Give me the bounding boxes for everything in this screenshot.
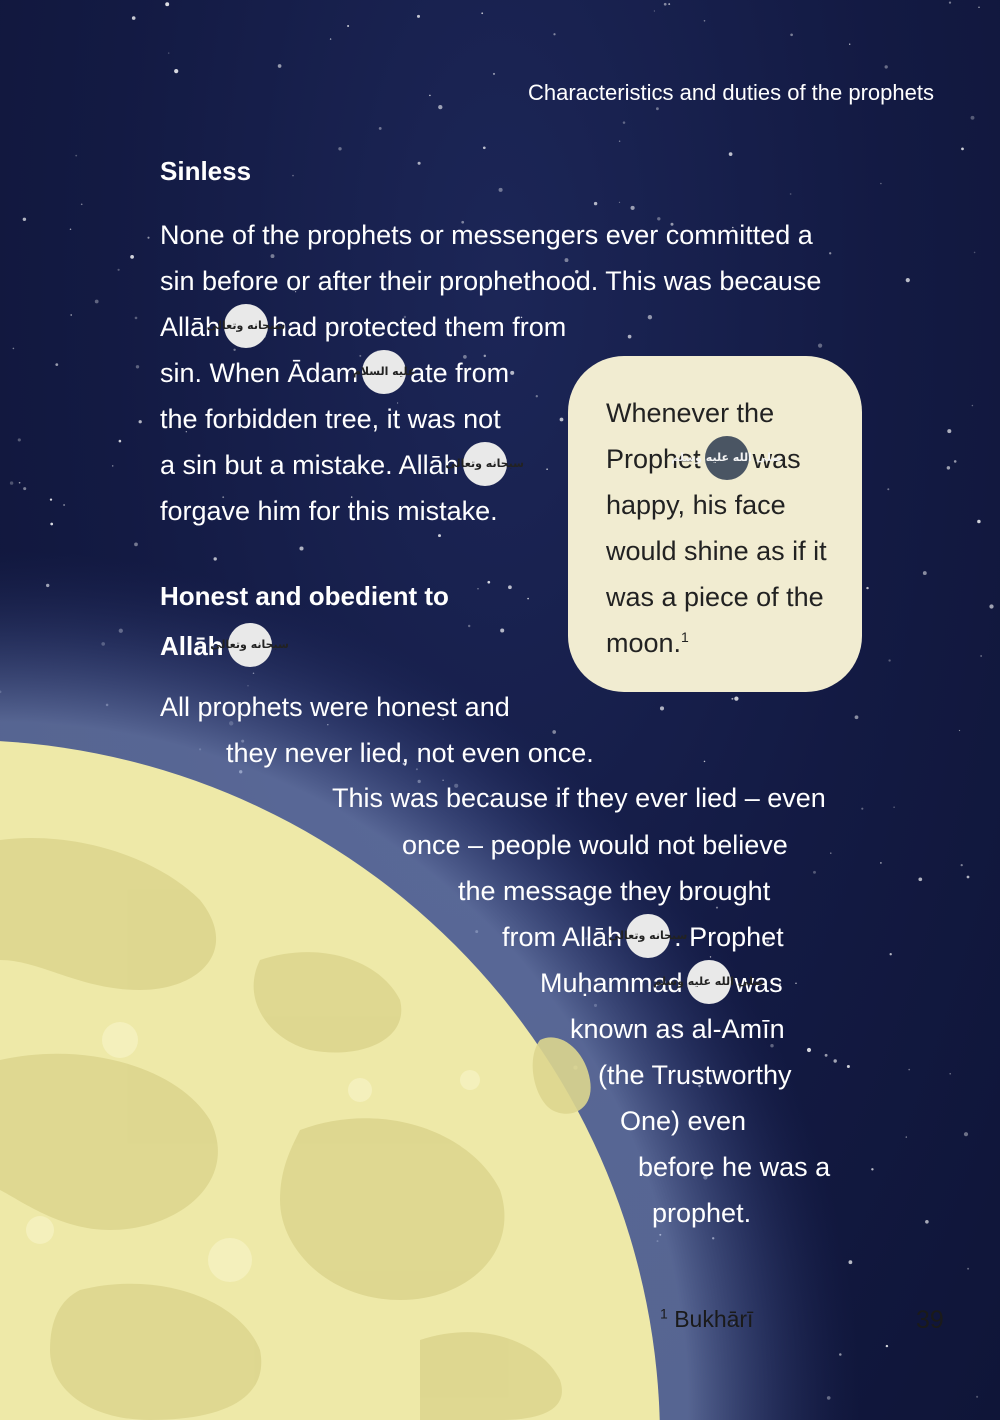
body-line: forgave him for this mistake.: [160, 496, 498, 526]
body-line: prophet.: [652, 1198, 752, 1228]
honorific-prophet-icon: صلى الله عليه وسلم: [687, 960, 731, 1004]
body-line: the message they brought: [458, 876, 771, 906]
body-line: One) even: [620, 1106, 747, 1136]
section-heading-sinless: Sinless: [160, 156, 252, 186]
body-line: the forbidden tree, it was not: [160, 404, 501, 434]
body-line: All prophets were honest and: [160, 692, 510, 722]
body-line: from Allāhسبحانه وتعالى. Prophet: [502, 914, 784, 961]
footnote: $^1$ Bukhārī: [660, 1305, 754, 1332]
running-title: Characteristics and duties of the prophets: [527, 80, 934, 105]
honorific-allah-icon: سبحانه وتعالى: [224, 304, 268, 348]
callout-line: happy, his face: [606, 490, 786, 520]
body-line: None of the prophets or messengers ever committed a: [160, 220, 813, 250]
honorific-allah-icon: سبحانه وتعالى: [228, 623, 272, 667]
body-line: sin. When Ādamعليه السلامate from: [160, 350, 509, 397]
callout-line: would shine as if it: [606, 536, 827, 566]
footnote-reference: 1: [681, 629, 689, 645]
page-number: 39: [916, 1306, 944, 1334]
callout-line: Prophetصلى الله عليه وسلمwas: [606, 436, 801, 483]
section-heading-honest-line2: Allāhسبحانه وتعالى: [160, 626, 276, 670]
body-line: (the Trustworthy: [598, 1060, 792, 1090]
body-line: known as al-Amīn: [570, 1014, 785, 1044]
body-line: before he was a: [638, 1152, 831, 1182]
body-line: they never lied, not even once.: [226, 738, 594, 768]
honorific-allah-icon: سبحانه وتعالى: [626, 914, 670, 958]
callout-line: Whenever the: [606, 398, 775, 428]
honorific-adam-icon: عليه السلام: [362, 350, 406, 394]
body-line: a sin but a mistake. Allāhسبحانه وتعالى: [160, 442, 511, 489]
body-line: Muḥammadصلى الله عليه وسلمwas: [540, 960, 783, 1007]
callout-line: moon.$^1$: [606, 628, 689, 658]
body-line: This was because if they ever lied – even: [332, 783, 826, 813]
honorific-prophet-icon: صلى الله عليه وسلم: [705, 436, 749, 480]
body-line: once – people would not believe: [402, 830, 788, 860]
body-line: sin before or after their prophethood. This was because: [160, 266, 822, 296]
callout-line: was a piece of the: [606, 582, 824, 612]
section-heading-honest: Honest and obedient to: [160, 581, 449, 611]
honorific-allah-icon: سبحانه وتعالى: [463, 442, 507, 486]
body-line: Allāhسبحانه وتعالىhad protected them from: [160, 304, 566, 351]
